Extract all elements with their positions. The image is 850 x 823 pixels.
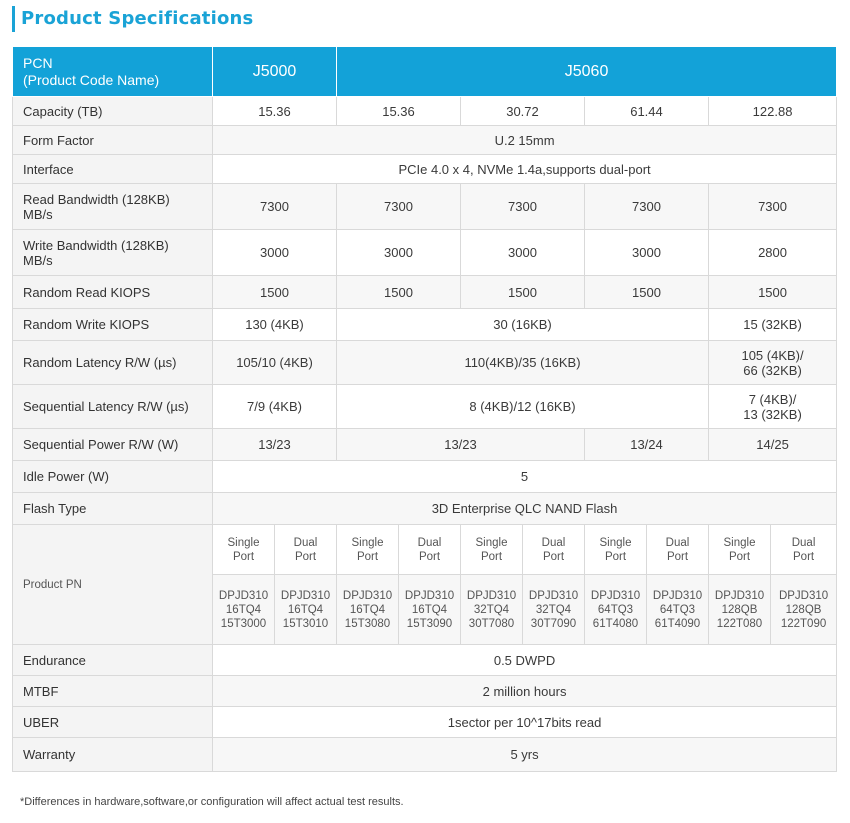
model-j5000: J5000 xyxy=(213,47,337,97)
cell: 15.36 xyxy=(213,97,337,126)
footnote: *Differences in hardware,software,or configuration will affect actual test results. xyxy=(20,796,404,808)
cell: 13/23 xyxy=(213,429,337,461)
pn-cell: DPJD310 16TQ4 15T3000 xyxy=(213,575,275,645)
pcn-label: PCN (Product Code Name) xyxy=(13,47,213,97)
cell: 3000 xyxy=(461,230,585,276)
cell: 105/10 (4KB) xyxy=(213,341,337,385)
row-label: Warranty xyxy=(13,738,213,772)
row-label: Capacity (TB) xyxy=(13,97,213,126)
cell: 1500 xyxy=(709,276,837,309)
cell: 5 xyxy=(213,461,837,493)
table-row xyxy=(13,97,837,126)
cell: 7300 xyxy=(337,184,461,230)
pn-cell: DPJD310 128QB 122T080 xyxy=(709,575,771,645)
row-label: Random Read KIOPS xyxy=(13,276,213,309)
cell: 30.72 xyxy=(461,97,585,126)
cell: 3000 xyxy=(337,230,461,276)
cell: 122.88 xyxy=(709,97,837,126)
page-title: Product Specifications xyxy=(21,8,254,29)
cell: 1500 xyxy=(585,276,709,309)
cell: 7300 xyxy=(709,184,837,230)
table-row xyxy=(13,155,837,184)
port-cell: Single Port xyxy=(337,525,399,575)
section-header xyxy=(12,6,253,32)
cell: 3000 xyxy=(213,230,337,276)
pn-cell: DPJD310 32TQ4 30T7080 xyxy=(461,575,523,645)
pn-cell: DPJD310 16TQ4 15T3010 xyxy=(275,575,337,645)
row-label: Sequential Latency R/W (µs) xyxy=(13,385,213,429)
cell: 15.36 xyxy=(337,97,461,126)
table-row xyxy=(13,493,837,525)
pn-cell: DPJD310 64TQ3 61T4090 xyxy=(647,575,709,645)
row-label: Sequential Power R/W (W) xyxy=(13,429,213,461)
cell: 15 (32KB) xyxy=(709,309,837,341)
row-label: Read Bandwidth (128KB) MB/s xyxy=(13,184,213,230)
cell: 13/23 xyxy=(337,429,585,461)
table-row xyxy=(13,230,837,276)
cell: PCIe 4.0 x 4, NVMe 1.4a,supports dual-port xyxy=(213,155,837,184)
cell: 7300 xyxy=(213,184,337,230)
model-j5060: J5060 xyxy=(337,47,837,97)
table-row xyxy=(13,525,837,575)
port-cell: Dual Port xyxy=(523,525,585,575)
port-cell: Dual Port xyxy=(399,525,461,575)
row-label: Form Factor xyxy=(13,126,213,155)
cell: 3D Enterprise QLC NAND Flash xyxy=(213,493,837,525)
cell: 30 (16KB) xyxy=(337,309,709,341)
cell: 1sector per 10^17bits read xyxy=(213,707,837,738)
spec-table xyxy=(12,46,837,772)
table-row xyxy=(13,645,837,676)
table-row xyxy=(13,126,837,155)
row-label: Endurance xyxy=(13,645,213,676)
port-cell: Single Port xyxy=(461,525,523,575)
row-label: Product PN xyxy=(13,525,213,645)
cell: U.2 15mm xyxy=(213,126,837,155)
row-label: UBER xyxy=(13,707,213,738)
header-row xyxy=(13,47,837,97)
table-row xyxy=(13,429,837,461)
table-row xyxy=(13,184,837,230)
port-cell: Single Port xyxy=(709,525,771,575)
port-cell: Single Port xyxy=(585,525,647,575)
row-label: Flash Type xyxy=(13,493,213,525)
pn-cell: DPJD310 32TQ4 30T7090 xyxy=(523,575,585,645)
table-row xyxy=(13,276,837,309)
cell: 13/24 xyxy=(585,429,709,461)
row-label: Write Bandwidth (128KB) MB/s xyxy=(13,230,213,276)
table-row xyxy=(13,385,837,429)
row-label: Idle Power (W) xyxy=(13,461,213,493)
cell: 105 (4KB)/ 66 (32KB) xyxy=(709,341,837,385)
row-label: Random Write KIOPS xyxy=(13,309,213,341)
pn-cell: DPJD310 16TQ4 15T3080 xyxy=(337,575,399,645)
row-label: Random Latency R/W (µs) xyxy=(13,341,213,385)
cell: 1500 xyxy=(337,276,461,309)
table-row xyxy=(13,707,837,738)
port-cell: Dual Port xyxy=(771,525,837,575)
table-row xyxy=(13,461,837,493)
cell: 1500 xyxy=(213,276,337,309)
port-cell: Dual Port xyxy=(647,525,709,575)
row-label: MTBF xyxy=(13,676,213,707)
table-row xyxy=(13,738,837,772)
cell: 110(4KB)/35 (16KB) xyxy=(337,341,709,385)
cell: 7300 xyxy=(585,184,709,230)
cell: 0.5 DWPD xyxy=(213,645,837,676)
table-row xyxy=(13,341,837,385)
cell: 14/25 xyxy=(709,429,837,461)
cell: 7 (4KB)/ 13 (32KB) xyxy=(709,385,837,429)
row-label: Interface xyxy=(13,155,213,184)
table-row xyxy=(13,676,837,707)
cell: 7300 xyxy=(461,184,585,230)
port-cell: Dual Port xyxy=(275,525,337,575)
pn-cell: DPJD310 128QB 122T090 xyxy=(771,575,837,645)
cell: 7/9 (4KB) xyxy=(213,385,337,429)
port-cell: Single Port xyxy=(213,525,275,575)
pn-cell: DPJD310 64TQ3 61T4080 xyxy=(585,575,647,645)
cell: 61.44 xyxy=(585,97,709,126)
table-row xyxy=(13,309,837,341)
cell: 2 million hours xyxy=(213,676,837,707)
cell: 5 yrs xyxy=(213,738,837,772)
cell: 130 (4KB) xyxy=(213,309,337,341)
cell: 3000 xyxy=(585,230,709,276)
pn-cell: DPJD310 16TQ4 15T3090 xyxy=(399,575,461,645)
cell: 8 (4KB)/12 (16KB) xyxy=(337,385,709,429)
cell: 1500 xyxy=(461,276,585,309)
cell: 2800 xyxy=(709,230,837,276)
